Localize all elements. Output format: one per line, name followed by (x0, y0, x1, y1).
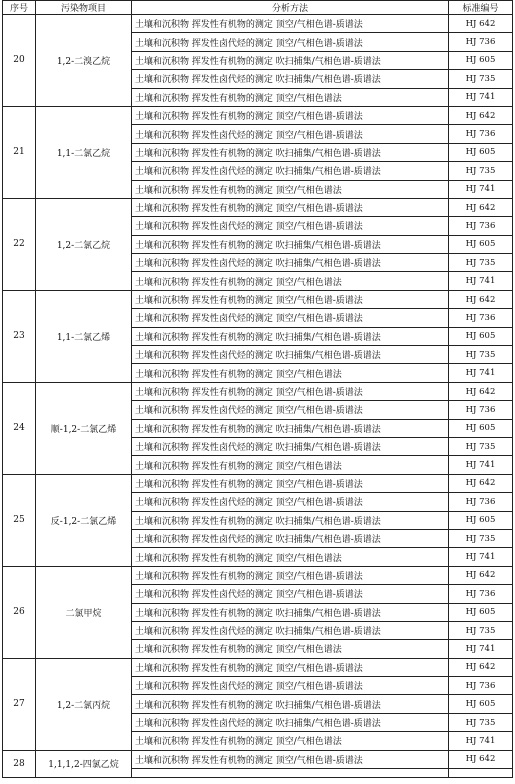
analysis-method: 土壤和沉积物 挥发性有机物的测定 顶空/气相色谱-质谱法 (132, 566, 449, 584)
analysis-method: 土壤和沉积物 挥发性有机物的测定 吹扫捕集/气相色谱-质谱法 (132, 51, 449, 69)
analysis-method: 土壤和沉积物 挥发性卤代烃的测定 顶空/气相色谱-质谱法 (132, 401, 449, 419)
standard-code: HJ 605 (449, 419, 513, 437)
table-body (3, 15, 513, 778)
standard-code: HJ 605 (449, 603, 513, 621)
header-row (3, 1, 513, 15)
standard-code: HJ 605 (449, 511, 513, 529)
analysis-method: 土壤和沉积物 挥发性有机物的测定 顶空/气相色谱法 (132, 548, 449, 566)
table-row (3, 290, 513, 308)
analysis-method: 土壤和沉积物 挥发性有机物的测定 顶空/气相色谱-质谱法 (132, 106, 449, 124)
pollutant-name: 1,1-二氯乙烷 (36, 106, 132, 198)
standard-code: HJ 736 (449, 677, 513, 695)
standards-table (2, 0, 513, 778)
analysis-method: 土壤和沉积物 挥发性卤代烃的测定 顶空/气相色谱-质谱法 (132, 217, 449, 235)
analysis-method: 土壤和沉积物 挥发性有机物的测定 吹扫捕集/气相色谱-质谱法 (132, 695, 449, 713)
table-row (3, 474, 513, 492)
item-number: 26 (3, 566, 36, 658)
analysis-method (132, 769, 449, 778)
standard-code: HJ 741 (449, 272, 513, 290)
item-number: 20 (3, 15, 36, 107)
standard-code: HJ 736 (449, 309, 513, 327)
item-number: 21 (3, 106, 36, 198)
analysis-method: 土壤和沉积物 挥发性有机物的测定 顶空/气相色谱-质谱法 (132, 198, 449, 216)
analysis-method: 土壤和沉积物 挥发性卤代烃的测定 吹扫捕集/气相色谱-质谱法 (132, 713, 449, 731)
standard-code: HJ 605 (449, 51, 513, 69)
standard-code: HJ 736 (449, 401, 513, 419)
standard-code: HJ 605 (449, 143, 513, 161)
analysis-method: 土壤和沉积物 挥发性有机物的测定 顶空/气相色谱-质谱法 (132, 15, 449, 33)
standard-code: HJ 642 (449, 474, 513, 492)
analysis-method: 土壤和沉积物 挥发性有机物的测定 顶空/气相色谱法 (132, 732, 449, 750)
item-number: 28 (3, 750, 36, 777)
item-number: 25 (3, 474, 36, 566)
standard-code: HJ 642 (449, 566, 513, 584)
pollutant-name: 1,1,1,2-四氯乙烷 (36, 750, 132, 777)
pollutant-name: 1,2-二氯丙烷 (36, 658, 132, 750)
standard-code: HJ 735 (449, 346, 513, 364)
pollutant-name: 二氯甲烷 (36, 566, 132, 658)
analysis-method: 土壤和沉积物 挥发性卤代烃的测定 吹扫捕集/气相色谱-质谱法 (132, 437, 449, 455)
standard-code: HJ 735 (449, 254, 513, 272)
analysis-method: 土壤和沉积物 挥发性卤代烃的测定 吹扫捕集/气相色谱-质谱法 (132, 70, 449, 88)
analysis-method: 土壤和沉积物 挥发性卤代烃的测定 吹扫捕集/气相色谱-质谱法 (132, 621, 449, 639)
analysis-method: 土壤和沉积物 挥发性卤代烃的测定 吹扫捕集/气相色谱-质谱法 (132, 529, 449, 547)
header-method: 分析方法 (132, 1, 449, 15)
analysis-method: 土壤和沉积物 挥发性有机物的测定 顶空/气相色谱-质谱法 (132, 658, 449, 676)
standard-code: HJ 741 (449, 456, 513, 474)
analysis-method: 土壤和沉积物 挥发性有机物的测定 顶空/气相色谱法 (132, 456, 449, 474)
standard-code: HJ 605 (449, 695, 513, 713)
pollutant-name: 1,2-二氯乙烷 (36, 198, 132, 290)
item-number: 22 (3, 198, 36, 290)
analysis-method: 土壤和沉积物 挥发性有机物的测定 顶空/气相色谱-质谱法 (132, 290, 449, 308)
standard-code: HJ 736 (449, 217, 513, 235)
item-number: 24 (3, 382, 36, 474)
table-row (3, 106, 513, 124)
standard-code: HJ 735 (449, 713, 513, 731)
standard-code: HJ 741 (449, 548, 513, 566)
analysis-method: 土壤和沉积物 挥发性有机物的测定 吹扫捕集/气相色谱-质谱法 (132, 235, 449, 253)
analysis-method: 土壤和沉积物 挥发性卤代烃的测定 吹扫捕集/气相色谱-质谱法 (132, 162, 449, 180)
analysis-method: 土壤和沉积物 挥发性有机物的测定 顶空/气相色谱-质谱法 (132, 474, 449, 492)
analysis-method: 土壤和沉积物 挥发性有机物的测定 顶空/气相色谱法 (132, 640, 449, 658)
standard-code (449, 769, 513, 778)
analysis-method: 土壤和沉积物 挥发性有机物的测定 顶空/气相色谱-质谱法 (132, 750, 449, 768)
analysis-method: 土壤和沉积物 挥发性卤代烃的测定 顶空/气相色谱-质谱法 (132, 677, 449, 695)
analysis-method: 土壤和沉积物 挥发性有机物的测定 顶空/气相色谱法 (132, 364, 449, 382)
analysis-method: 土壤和沉积物 挥发性卤代烃的测定 顶空/气相色谱-质谱法 (132, 585, 449, 603)
analysis-method: 土壤和沉积物 挥发性有机物的测定 吹扫捕集/气相色谱-质谱法 (132, 327, 449, 345)
table-row (3, 198, 513, 216)
standard-code: HJ 736 (449, 125, 513, 143)
analysis-method: 土壤和沉积物 挥发性有机物的测定 吹扫捕集/气相色谱-质谱法 (132, 143, 449, 161)
analysis-method: 土壤和沉积物 挥发性卤代烃的测定 顶空/气相色谱-质谱法 (132, 309, 449, 327)
header-pollutant: 污染物项目 (36, 1, 132, 15)
standard-code: HJ 735 (449, 529, 513, 547)
analysis-method: 土壤和沉积物 挥发性卤代烃的测定 顶空/气相色谱-质谱法 (132, 493, 449, 511)
analysis-method: 土壤和沉积物 挥发性卤代烃的测定 吹扫捕集/气相色谱-质谱法 (132, 346, 449, 364)
pollutant-name: 1,1-二氯乙烯 (36, 290, 132, 382)
standard-code: HJ 642 (449, 658, 513, 676)
header-no: 序号 (3, 1, 36, 15)
analysis-method: 土壤和沉积物 挥发性有机物的测定 顶空/气相色谱-质谱法 (132, 382, 449, 400)
table-row (3, 382, 513, 400)
analysis-method: 土壤和沉积物 挥发性有机物的测定 顶空/气相色谱法 (132, 272, 449, 290)
header-code: 标准编号 (449, 1, 513, 15)
table-row (3, 750, 513, 768)
standard-code: HJ 741 (449, 640, 513, 658)
standard-code: HJ 642 (449, 290, 513, 308)
standard-code: HJ 741 (449, 180, 513, 198)
standard-code: HJ 605 (449, 235, 513, 253)
standard-code: HJ 642 (449, 198, 513, 216)
table-row (3, 15, 513, 33)
table-row (3, 658, 513, 676)
item-number: 23 (3, 290, 36, 382)
analysis-method: 土壤和沉积物 挥发性有机物的测定 吹扫捕集/气相色谱-质谱法 (132, 419, 449, 437)
standard-code: HJ 736 (449, 585, 513, 603)
standard-code: HJ 736 (449, 33, 513, 51)
analysis-method: 土壤和沉积物 挥发性有机物的测定 吹扫捕集/气相色谱-质谱法 (132, 511, 449, 529)
table-row (3, 566, 513, 584)
standard-code: HJ 735 (449, 162, 513, 180)
standard-code: HJ 735 (449, 621, 513, 639)
standard-code: HJ 741 (449, 364, 513, 382)
analysis-method: 土壤和沉积物 挥发性有机物的测定 顶空/气相色谱法 (132, 180, 449, 198)
analysis-method: 土壤和沉积物 挥发性卤代烃的测定 顶空/气相色谱-质谱法 (132, 125, 449, 143)
pollutant-name: 反-1,2-二氯乙烯 (36, 474, 132, 566)
standard-code: HJ 741 (449, 88, 513, 106)
standard-code: HJ 642 (449, 382, 513, 400)
pollutant-name: 1,2-二溴乙烷 (36, 15, 132, 107)
standard-code: HJ 741 (449, 732, 513, 750)
analysis-method: 土壤和沉积物 挥发性有机物的测定 吹扫捕集/气相色谱-质谱法 (132, 603, 449, 621)
analysis-method: 土壤和沉积物 挥发性卤代烃的测定 顶空/气相色谱-质谱法 (132, 33, 449, 51)
standard-code: HJ 605 (449, 327, 513, 345)
standard-code: HJ 642 (449, 15, 513, 33)
standard-code: HJ 736 (449, 493, 513, 511)
pollutant-name: 顺-1,2-二氯乙烯 (36, 382, 132, 474)
item-number: 27 (3, 658, 36, 750)
standard-code: HJ 642 (449, 750, 513, 768)
analysis-method: 土壤和沉积物 挥发性卤代烃的测定 吹扫捕集/气相色谱-质谱法 (132, 254, 449, 272)
standard-code: HJ 642 (449, 106, 513, 124)
analysis-method: 土壤和沉积物 挥发性有机物的测定 顶空/气相色谱法 (132, 88, 449, 106)
standard-code: HJ 735 (449, 437, 513, 455)
standard-code: HJ 735 (449, 70, 513, 88)
